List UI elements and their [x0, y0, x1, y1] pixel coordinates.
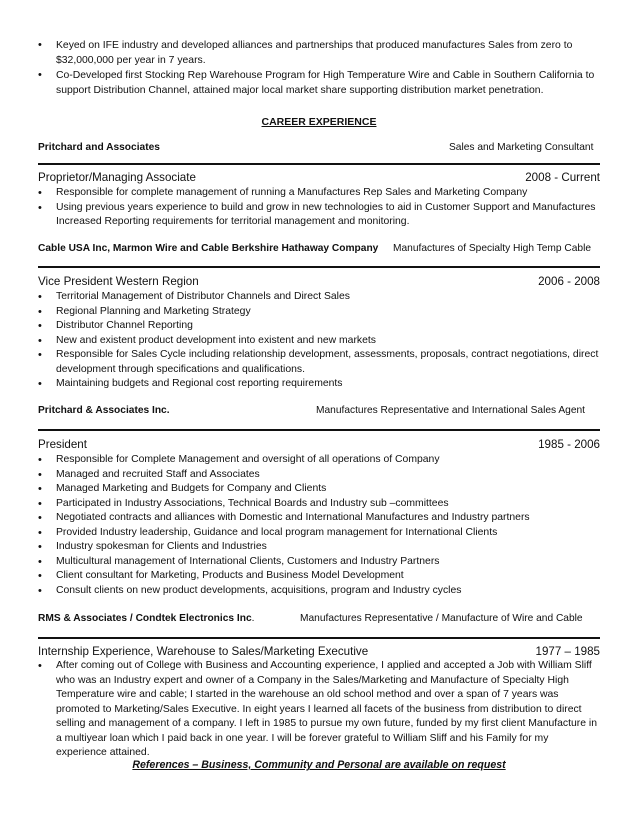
- company-line: [38, 141, 600, 155]
- intro-bullet-list: [38, 38, 600, 98]
- company-name-suffix: .: [251, 613, 255, 624]
- role-bullet: • Managed Marketing and Budgets for Company and Clients: [38, 482, 600, 497]
- company-name: Pritchard and Associates: [38, 142, 160, 153]
- company-description: Manufactures of Specialty High Temp Cable: [393, 243, 592, 254]
- role-title: Internship Experience, Warehouse to Sales/Marketing Executive: [38, 645, 369, 658]
- role-bullet: • Responsible for Complete Management and oversight of all operations of Company: [38, 453, 600, 468]
- role-title: Proprietor/Managing Associate: [38, 171, 196, 184]
- role-bullet: • Territorial Management of Distributor Channels and Direct Sales: [38, 290, 600, 305]
- role-bullet: • Managed and recruited Staff and Associates: [38, 468, 600, 483]
- company-line: [38, 612, 600, 626]
- section-divider: [38, 163, 600, 165]
- role-bullet-list: [38, 453, 600, 598]
- company-name: Pritchard & Associates Inc.: [38, 405, 170, 416]
- role-line: [38, 274, 600, 289]
- section-divider: [38, 266, 600, 268]
- role-title: Vice President Western Region: [38, 275, 199, 288]
- section-heading-career-experience: CAREER EXPERIENCE: [261, 116, 377, 128]
- role-dates: 2008 - Current: [525, 171, 600, 184]
- role-line: [38, 170, 600, 185]
- role-bullet: • Consult clients on new product developments, acquisitions, program and Industry cycles: [38, 584, 600, 599]
- intro-bullet: • Keyed on IFE industry and developed alliances and partnerships that produced manufactures Sales from zero to $32,000,000 per year in 7 years.: [38, 38, 600, 68]
- role-line: [38, 437, 600, 452]
- company-description: Manufactures Representative / Manufacture of Wire and Cable: [300, 613, 583, 624]
- role-line: [38, 644, 600, 659]
- role-dates: 1985 - 2006: [538, 438, 600, 451]
- intro-bullet: • Co-Developed first Stocking Rep Warehouse Program for High Temperature Wire and Cable in Southern California to support Distribution Channel, attained major local market share supporting distribution market penetration.: [38, 68, 600, 98]
- company-name: Cable USA Inc, Marmon Wire and Cable Berkshire Hathaway Company: [38, 243, 379, 254]
- role-bullet: • Distributor Channel Reporting: [38, 319, 600, 334]
- role-bullet: • Participated in Industry Associations, Technical Boards and Industry sub –committees: [38, 497, 600, 512]
- role-dates: 1977 – 1985: [535, 645, 600, 658]
- company-name: RMS & Associates / Condtek Electronics Inc: [38, 613, 252, 624]
- role-bullet: • Negotiated contracts and alliances with Domestic and International Manufactures and Industry partners: [38, 511, 600, 526]
- section-divider: [38, 637, 600, 639]
- company-line: [38, 242, 600, 256]
- role-bullet: • Maintaining budgets and Regional cost reporting requirements: [38, 377, 600, 392]
- role-bullet: • Industry spokesman for Clients and Industries: [38, 540, 600, 555]
- role-bullet: • Client consultant for Marketing, Products and Business Model Development: [38, 569, 600, 584]
- section-divider: [38, 429, 600, 431]
- company-description: Manufactures Representative and International Sales Agent: [316, 405, 586, 416]
- references-note: References – Business, Community and Personal are available on request: [132, 759, 506, 771]
- role-bullet: • Regional Planning and Marketing Strategy: [38, 305, 600, 320]
- role-title: President: [38, 438, 87, 451]
- role-bullet: • After coming out of College with Business and Accounting experience, I applied and accepted a Job with William Sliff who was an Industry expert and owner of a Company in the Sales/Marketing and Manufacture of Specialty High Temperature wire and cable; I started in the warehouse an old school method and over a span of 7 years was promoted to Marketing/Sales Executive. In eight years I learned all facets of the business from distribution to direct selling and management of a company. I left in 1985 to pursue my own future, funded by my first client Manufacture in a multiyear loan which I paid back in one year. I will be forever grateful to William Sliff and his Family for my experience attained.: [38, 659, 600, 761]
- role-bullet: • New and existent product development into existent and new markets: [38, 334, 600, 349]
- company-line: [38, 404, 600, 418]
- role-bullet-list: [38, 186, 600, 230]
- role-bullet-list: [38, 659, 600, 761]
- role-bullet-list: [38, 290, 600, 392]
- role-bullet: • Responsible for complete management of running a Manufactures Rep Sales and Marketing Company: [38, 186, 600, 201]
- role-bullet: • Multicultural management of International Clients, Customers and Industry Partners: [38, 555, 600, 570]
- role-bullet: • Responsible for Sales Cycle including relationship development, assessments, proposals, contract negotiations, direct development through specifications and qualifications.: [38, 348, 600, 377]
- role-bullet: • Using previous years experience to build and grow in new technologies to aid in Customer Support and Manufactures Increased Reporting requirements for territorial management and monitoring.: [38, 201, 600, 230]
- company-description: Sales and Marketing Consultant: [449, 142, 594, 153]
- role-bullet: • Provided Industry leadership, Guidance and local program management for International Clients: [38, 526, 600, 541]
- role-dates: 2006 - 2008: [538, 275, 600, 288]
